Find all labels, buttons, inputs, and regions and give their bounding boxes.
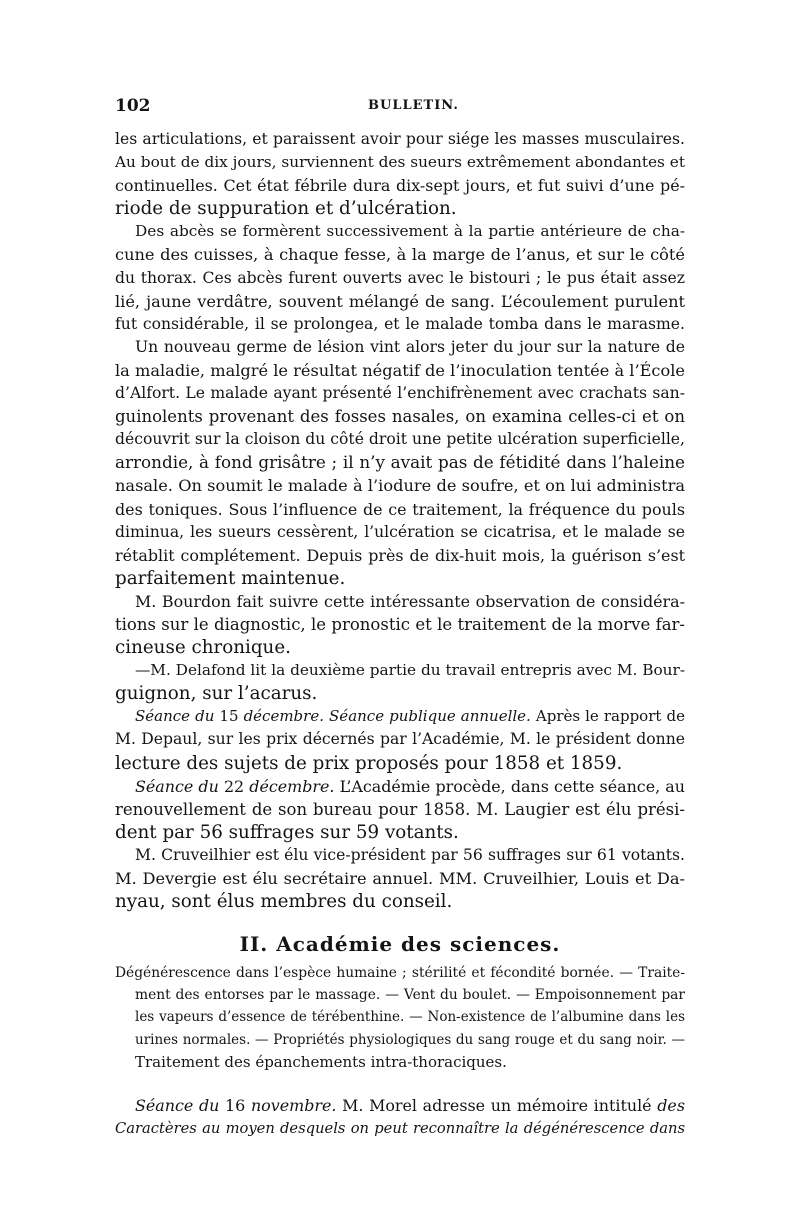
body-text bbox=[115, 128, 685, 913]
seance-text: M. Morel adresse un mémoire intitulé bbox=[342, 1096, 652, 1115]
body-line: arrondie, à fond grisâtre ; il n’y avait pas de fétidité dans l’haleine bbox=[115, 452, 685, 473]
body-line: lecture des sujets de prix proposés pour 1858 et 1859. bbox=[115, 752, 623, 774]
page-header bbox=[115, 96, 685, 120]
section-title: II. Académie des sciences. bbox=[239, 932, 561, 956]
body-line: des toniques. Sous l’influence de ce traitement, la fréquence du pouls bbox=[115, 499, 685, 519]
body-line: dent par 56 suffrages sur 59 votants. bbox=[115, 821, 459, 843]
running-title: BULLETIN. bbox=[368, 98, 459, 113]
memoir-title-start: des bbox=[657, 1096, 685, 1115]
body-line: M. Cruveilhier est élu vice-président par 56 suffrages sur 61 votants. bbox=[135, 845, 685, 864]
summary-line: urines normales. — Propriétés physiologiques du sang rouge et du sang noir. — bbox=[135, 1031, 685, 1048]
body-line: M. Depaul, sur les prix décernés par l’Académie, M. le président donne bbox=[115, 730, 685, 749]
seance-lead: Séance du bbox=[135, 1096, 220, 1115]
seance-16-heading-line bbox=[115, 1094, 685, 1117]
seance-month: novembre. bbox=[250, 1096, 337, 1115]
body-line: cune des cuisses, à chaque fesse, à la marge de l’anus, et sur le côté bbox=[115, 245, 685, 265]
body-line: les articulations, et paraissent avoir pour siége les masses musculaires. bbox=[115, 130, 685, 148]
body-line: Des abcès se formèrent successivement à la partie antérieure de cha- bbox=[135, 222, 685, 241]
body-line: découvrit sur la cloison du côté droit une petite ulcération superficielle, bbox=[115, 430, 685, 449]
summary-line: Dégénérescence dans l’espèce humaine ; stérilité et fécondité bornée. — Traite- bbox=[115, 965, 685, 981]
section-summary bbox=[115, 962, 685, 1073]
seance-text: Après le rapport de bbox=[535, 707, 685, 726]
summary-line: les vapeurs d’essence de térébenthine. — Non-existence de l’albumine dans les bbox=[135, 1009, 685, 1026]
body-line: rétablit complétement. Depuis près de dix-huit mois, la guérison s’est bbox=[115, 545, 685, 565]
body-line: renouvellement de son bureau pour 1858. M. Laugier est élu prési- bbox=[115, 799, 685, 819]
body-line: d’Alfort. Le malade ayant présenté l’enchifrènement avec crachats san- bbox=[115, 384, 685, 403]
body-line: Un nouveau germe de lésion vint alors jeter du jour sur la nature de bbox=[135, 337, 685, 356]
seance-month: décembre. bbox=[249, 776, 335, 796]
summary-line: ment des entorses par le massage. — Vent du boulet. — Empoisonnement par bbox=[135, 987, 685, 1004]
seance-text: L’Académie procède, dans cette séance, au bbox=[339, 776, 685, 796]
seance-16-paragraph bbox=[115, 1094, 685, 1140]
body-line: nasale. On soumit le malade à l’iodure de soufre, et on lui administra bbox=[115, 476, 685, 496]
seance-lead: Séance du bbox=[135, 707, 215, 726]
seance-month: décembre. Séance publique annuelle. bbox=[243, 707, 531, 726]
body-line: riode de suppuration et d’ulcération. bbox=[115, 198, 457, 220]
seance-lead: Séance du bbox=[135, 776, 219, 796]
page-number: 102 bbox=[115, 96, 151, 116]
body-line: nyau, sont élus membres du conseil. bbox=[115, 891, 453, 913]
body-line: diminua, les sueurs cessèrent, l’ulcération se cicatrisa, et le malade se bbox=[115, 522, 685, 541]
body-line: parfaitement maintenue. bbox=[115, 567, 346, 589]
body-line: du thorax. Ces abcès furent ouverts avec le bistouri ; le pus était assez bbox=[115, 268, 685, 287]
body-line: lié, jaune verdâtre, souvent mélangé de sang. L’écoulement purulent bbox=[115, 291, 685, 311]
body-line: la maladie, malgré le résultat négatif de l’inoculation tentée à l’École bbox=[115, 360, 685, 380]
seance-day: 22 bbox=[223, 776, 245, 796]
body-line: M. Bourdon fait suivre cette intéressante observation de considéra- bbox=[135, 591, 685, 611]
seance-22-heading-line bbox=[115, 775, 685, 798]
body-line: guignon, sur l’acarus. bbox=[115, 683, 318, 705]
body-line: cineuse chronique. bbox=[115, 637, 291, 659]
summary-line: Traitement des épanchements intra-thoraciques. bbox=[135, 1052, 507, 1071]
seance-day: 15 bbox=[219, 707, 239, 726]
body-line: Au bout de dix jours, surviennent des sueurs extrêmement abondantes et bbox=[115, 153, 685, 172]
body-line: M. Devergie est élu secrétaire annuel. MM. Cruveilhier, Louis et Da- bbox=[115, 869, 685, 888]
body-line: continuelles. Cet état fébrile dura dix-sept jours, et fut suivi d’une pé- bbox=[115, 176, 685, 196]
body-line: fut considérable, il se prolongea, et le malade tomba dans le marasme. bbox=[115, 314, 685, 333]
body-line: guinolents provenant des fosses nasales, on examina celles-ci et on bbox=[115, 407, 685, 427]
seance-15-heading-line bbox=[115, 705, 685, 728]
body-line: tions sur le diagnostic, le pronostic et le traitement de la morve far- bbox=[115, 614, 685, 634]
seance-day: 16 bbox=[225, 1096, 246, 1115]
body-line: —M. Delafond lit la deuxième partie du travail entrepris avec M. Bour- bbox=[135, 661, 685, 680]
memoir-title-line: Caractères au moyen desquels on peut reconnaître la dégénérescence dans bbox=[115, 1120, 685, 1138]
